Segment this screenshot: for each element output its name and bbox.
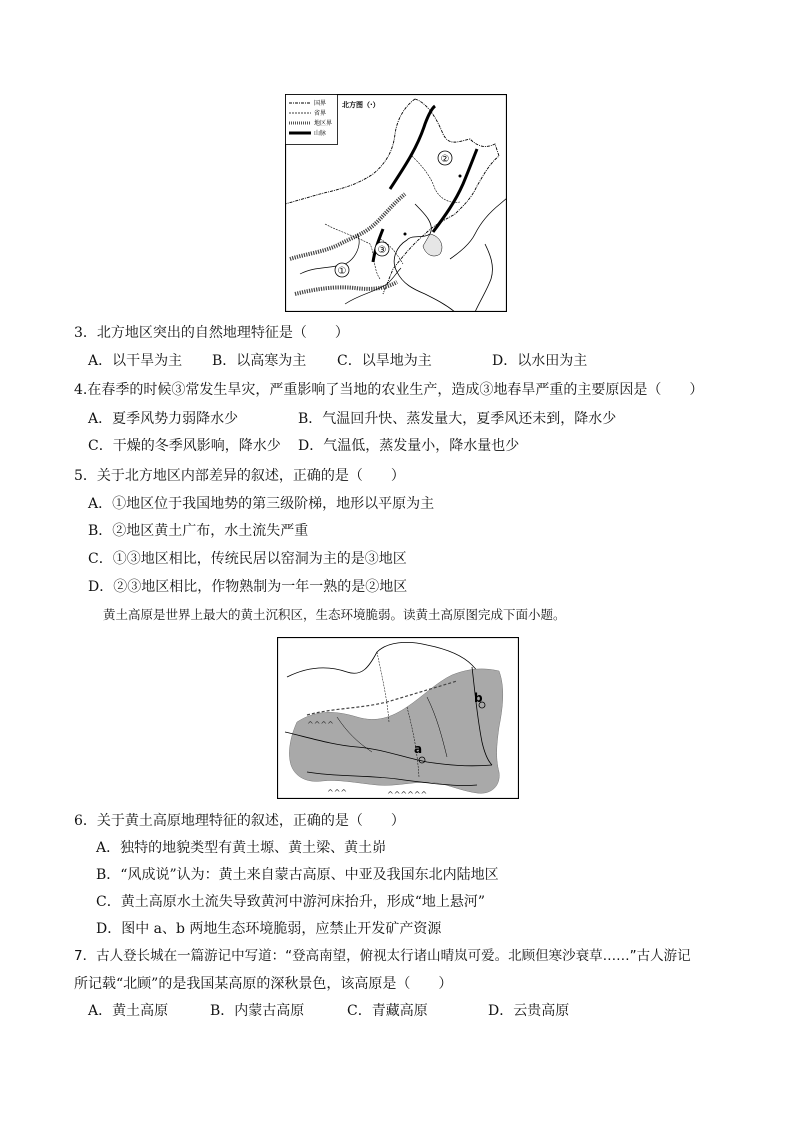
q4-option-d[interactable]: D．气温低，蒸发量小，降水量也少 — [298, 438, 520, 454]
q4-stem: 4.在春季的时候③常发生旱灾，严重影响了当地的农业生产，造成③地春旱严重的主要原因是（ ） — [74, 382, 704, 398]
svg-text:^^^^: ^^^^ — [307, 720, 334, 729]
q4-option-a[interactable]: A．夏季风势力弱降水少 — [88, 411, 239, 427]
q7-option-c[interactable]: C．青藏高原 — [347, 1003, 428, 1019]
q3-option-b[interactable]: B．以高寒为主 — [212, 353, 307, 369]
svg-text:^^^^^^: ^^^^^^ — [387, 790, 428, 799]
q6-option-b[interactable]: B．“风成说”认为：黄土来自蒙古高原、中亚及我国东北内陆地区 — [96, 867, 499, 883]
map1-label-1: ① — [337, 266, 347, 277]
q7-option-d[interactable]: D．云贵高原 — [488, 1003, 570, 1019]
q6-stem: 6．关于黄土高原地理特征的叙述，正确的是（ ） — [74, 813, 405, 829]
map1-label-2: ② — [440, 154, 450, 165]
q5-stem: 5．关于北方地区内部差异的叙述，正确的是（ ） — [74, 468, 405, 484]
q7-stem-line1: 7．古人登长城在一篇游记中写道：“登高南望，俯视太行诸山晴岚可爱。北顾但寒沙衰草……”古人游记 — [74, 948, 691, 964]
map2-label-a: a — [414, 742, 423, 756]
map1-title: 北方图（·） — [342, 101, 380, 109]
map2-label-b: b — [474, 691, 483, 705]
map1-label-3: ③ — [377, 245, 387, 256]
q5-option-d[interactable]: D．②③地区相比，作物熟制为一年一熟的是②地区 — [88, 579, 408, 595]
legend-region: 地区界 — [314, 120, 333, 127]
q3-option-c[interactable]: C．以旱地为主 — [337, 353, 432, 369]
q7-option-b[interactable]: B．内蒙古高原 — [210, 1003, 305, 1019]
q7-stem-line2: 所记载“北顾”的是我国某高原的深秋景色，该高原是（ ） — [74, 976, 453, 992]
q3-option-d[interactable]: D．以水田为主 — [492, 353, 588, 369]
loess-plateau-map — [277, 637, 519, 799]
legend-border: 国界 — [314, 100, 327, 107]
svg-text:^^^: ^^^ — [327, 788, 348, 797]
legend-province: 省界 — [314, 110, 327, 117]
legend-mountain: 山脉 — [314, 130, 327, 137]
north-region-map — [285, 94, 507, 312]
q6-option-d[interactable]: D．图中 a、b 两地生态环境脆弱，应禁止开发矿产资源 — [96, 921, 442, 937]
q3-stem: 3．北方地区突出的自然地理特征是（ ） — [74, 325, 349, 341]
q3-option-a[interactable]: A．以干旱为主 — [88, 353, 183, 369]
q6-option-a[interactable]: A．独特的地貌类型有黄土塬、黄土梁、黄土峁 — [96, 840, 387, 856]
q4-option-c[interactable]: C．干燥的冬季风影响，降水少 — [88, 438, 281, 454]
q5-option-c[interactable]: C．①③地区相比，传统民居以窑洞为主的是③地区 — [88, 551, 407, 567]
q5-option-b[interactable]: B．②地区黄土广布，水土流失严重 — [88, 523, 309, 539]
q7-option-a[interactable]: A．黄土高原 — [88, 1003, 169, 1019]
q4-option-b[interactable]: B．气温回升快、蒸发量大，夏季风还未到，降水少 — [298, 411, 617, 427]
q6-option-c[interactable]: C．黄土高原水土流失导致黄河中游河床抬升，形成“地上悬河” — [96, 894, 486, 910]
q5-option-a[interactable]: A．①地区位于我国地势的第三级阶梯，地形以平原为主 — [88, 496, 435, 512]
loess-intro: 黄土高原是世界上最大的黄土沉积区，生态环境脆弱。读黄土高原图完成下面小题。 — [103, 607, 566, 622]
